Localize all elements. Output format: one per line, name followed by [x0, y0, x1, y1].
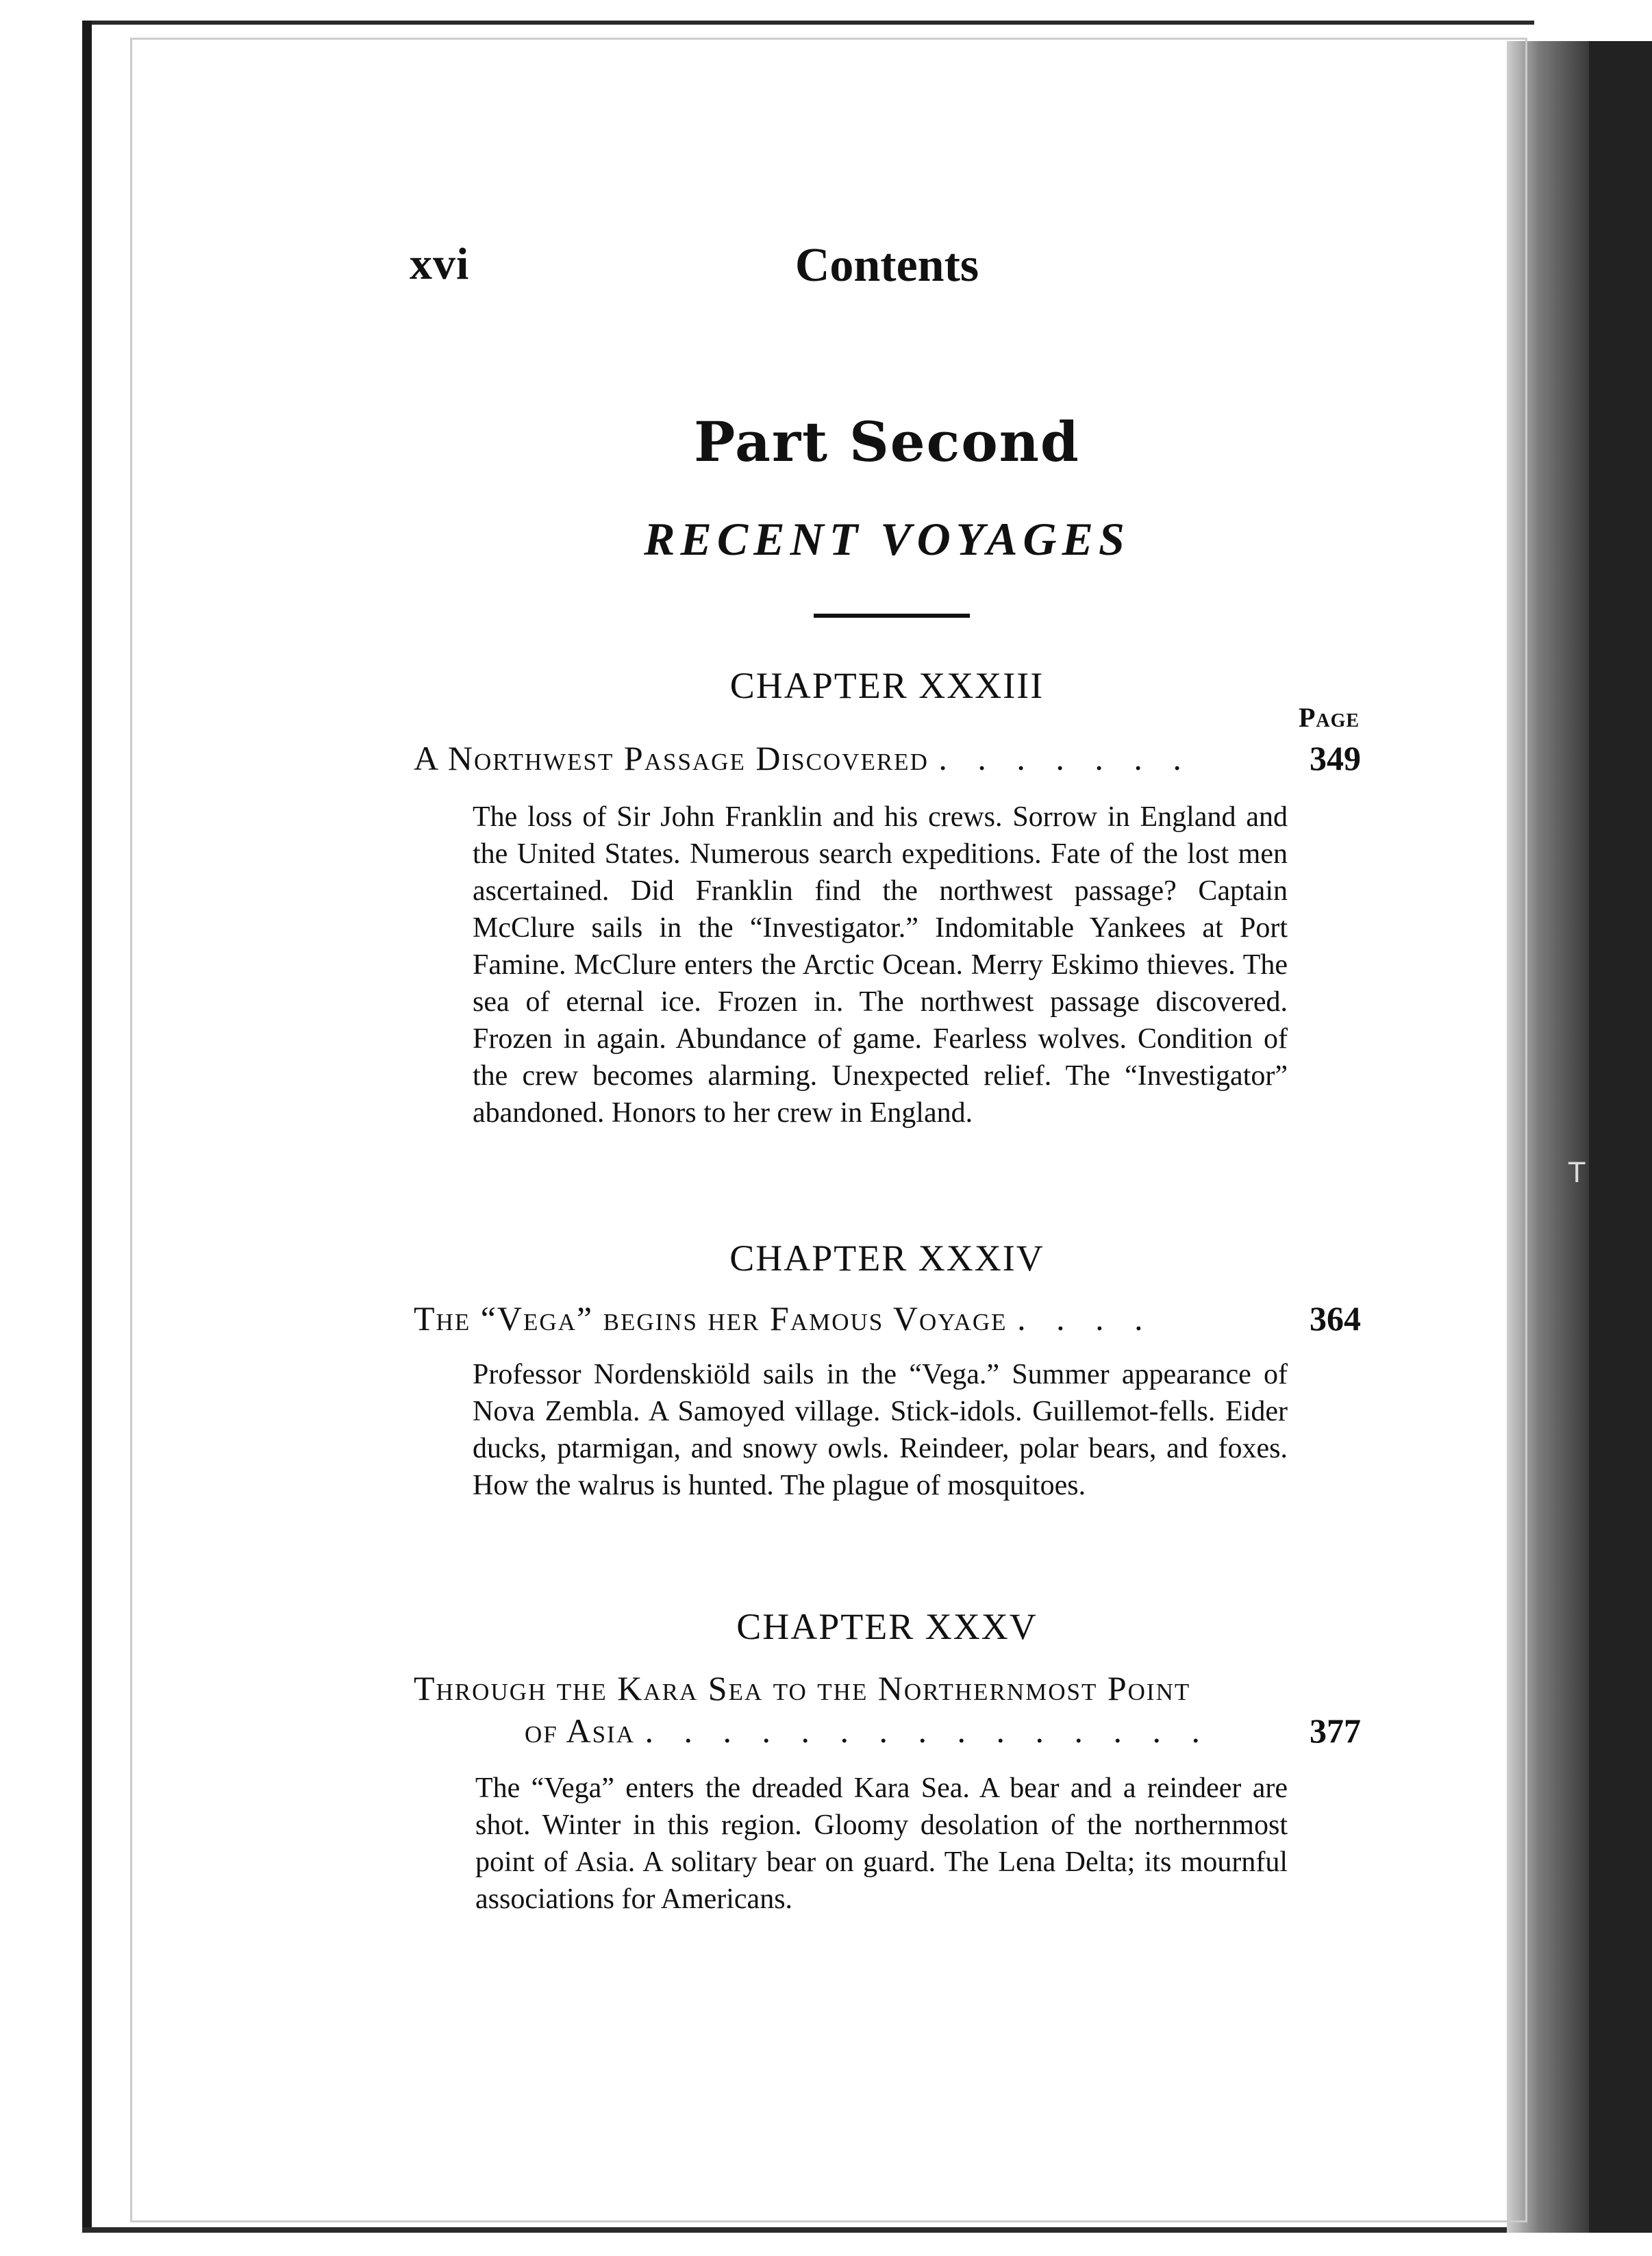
chapter-heading: CHAPTER XXXV: [736, 1606, 1038, 1647]
page-edge-top: [82, 21, 1534, 25]
section-title: RECENT VOYAGES: [644, 513, 1130, 565]
page-column-label: Page: [1299, 702, 1360, 733]
chapter-summary: The loss of Sir John Franklin and his crews. Sorrow in England and the United States. Numerous search expeditions. Fate of the lost men ascertained. Did Franklin find the northwest passage? Captain McClure sails in the “Investigator.” Indomitable Yankees at Port Famine. McClure enters the Arctic Ocean. Merry Eskimo thieves. The sea of eternal ice. Frozen in. The northwest passage discovered. Frozen in again. Abundance of game. Fearless wolves. Condition of the crew becomes alarming. Unexpected relief. The “Investigator” abandoned. Honors to her crew in England.: [473, 801, 1288, 1129]
facing-page-edge: [1589, 41, 1652, 2233]
dot-leader: . . . . . . . . . . . . . . .: [644, 1712, 1211, 1750]
chapter-title-continued: of Asia: [525, 1712, 635, 1750]
page-number: xvi: [410, 239, 470, 289]
chapter-title-link[interactable]: [414, 1299, 1287, 1338]
page-edge-bottom: [82, 2227, 1534, 2233]
chapter-page-number[interactable]: 349: [1310, 739, 1361, 777]
chapter-summary: The “Vega” enters the dreaded Kara Sea. A bear and a reindeer are shot. Winter in this region. Gloomy desolation of the northernmost point of Asia. A solitary bear on guard. The Lena Delta; its mournful associations for Americans.: [475, 1772, 1288, 1915]
chapter-summary: Professor Nordenskiöld sails in the “Vega.” Summer appearance of Nova Zembla. A Samoyed village. Stick-idols. Guillemot-fells. Eider ducks, ptarmigan, and snowy owls. Reindeer, polar bears, and foxes. How the walrus is hunted. The plague of mosquitoes.: [473, 1359, 1288, 1501]
chapter-heading: CHAPTER XXXIV: [729, 1238, 1044, 1279]
chapter-title-link[interactable]: [414, 738, 1287, 778]
chapter-title: Through the Kara Sea to the Northernmost Point: [414, 1669, 1191, 1707]
dot-leader: . . . .: [1017, 1299, 1154, 1338]
chapter-title: The “Vega” begins her Famous Voyage: [414, 1299, 1008, 1338]
chapter-page-number[interactable]: 377: [1310, 1712, 1361, 1750]
dot-leader: . . . . . . .: [938, 739, 1192, 777]
page-edge-left: [82, 21, 92, 2233]
divider-rule: [814, 614, 970, 618]
chapter-title: A Northwest Passage Discovered: [414, 739, 929, 777]
scan-speck: T: [1568, 1157, 1586, 1189]
chapter-page-number[interactable]: 364: [1310, 1299, 1361, 1338]
chapter-title-link[interactable]: [414, 1668, 1287, 1708]
chapter-heading: CHAPTER XXXIII: [729, 665, 1044, 706]
part-title: Part Second: [694, 410, 1080, 474]
running-title: Contents: [794, 239, 979, 292]
chapter-title-link-continued[interactable]: [525, 1711, 1287, 1751]
